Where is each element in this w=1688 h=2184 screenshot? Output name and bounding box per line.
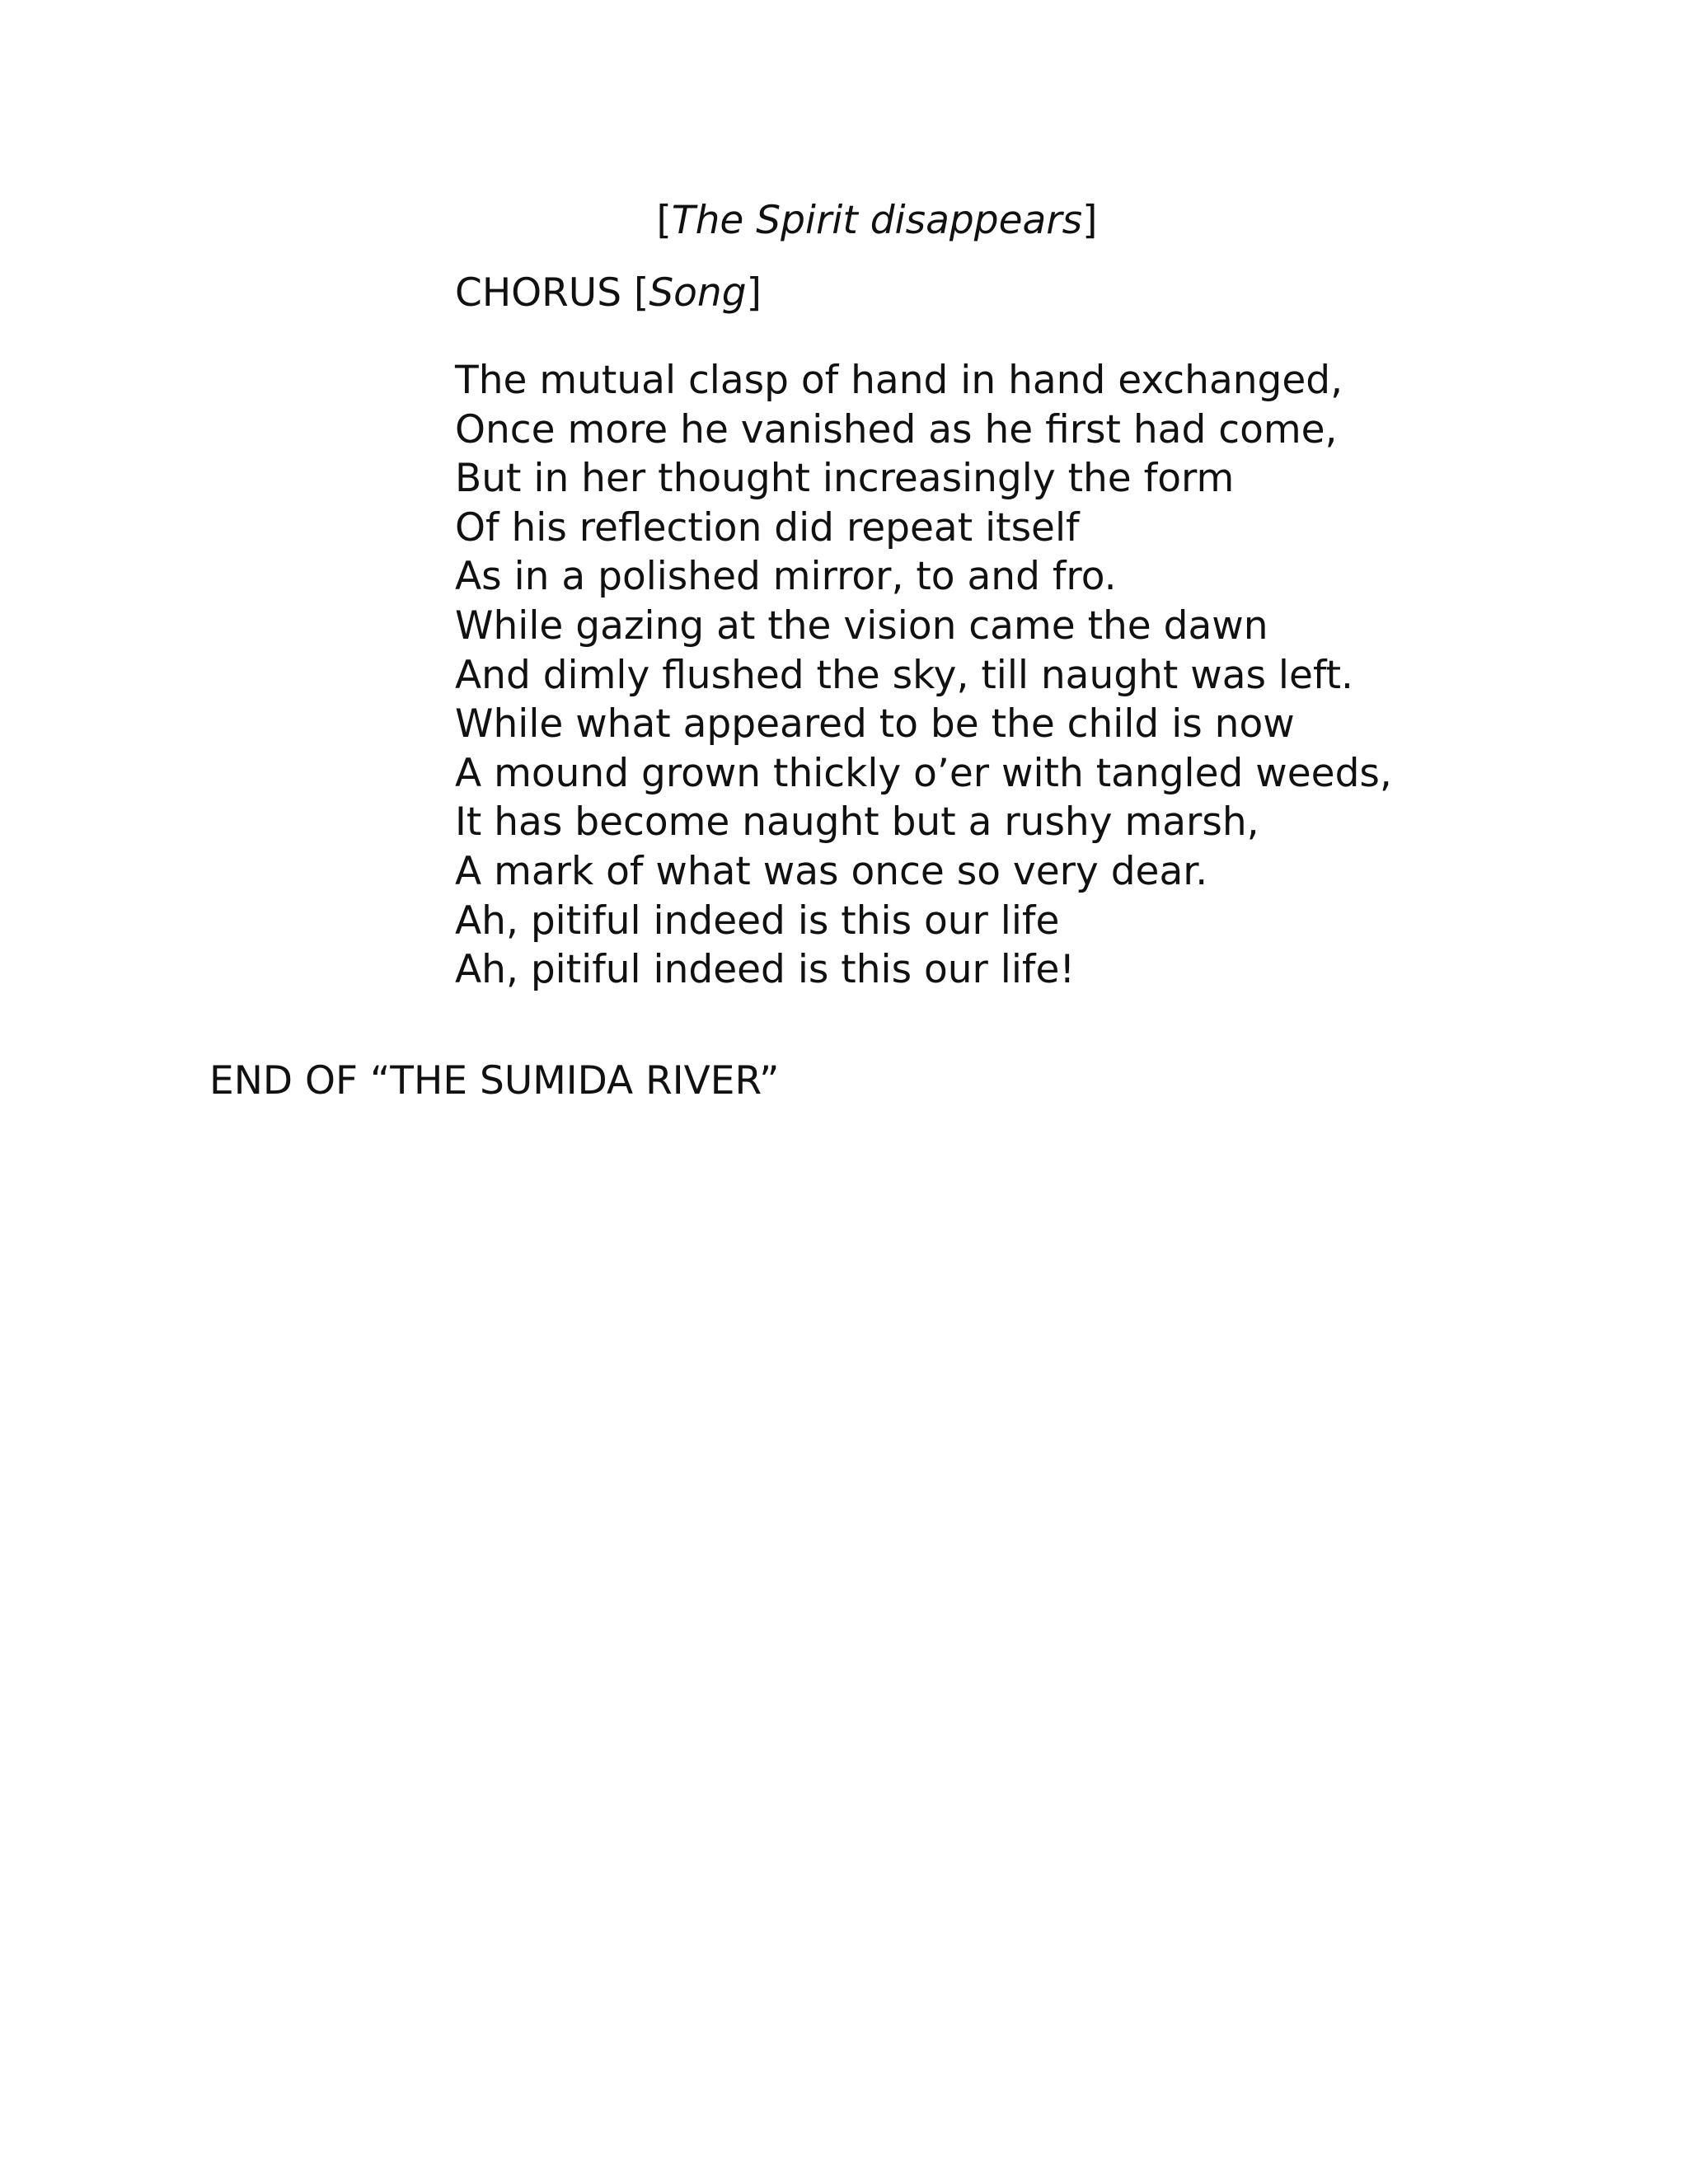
stage-direction-open-bracket: [ bbox=[656, 198, 672, 243]
verse-line: A mark of what was once so very dear. bbox=[455, 848, 1208, 894]
stage-direction-text: The Spirit disappears bbox=[671, 198, 1083, 243]
verse-line: Ah, pitiful indeed is this our life! bbox=[455, 947, 1076, 993]
verse-line: A mound grown thickly o’er with tangled weeds, bbox=[455, 750, 1392, 796]
speaker-heading bbox=[455, 269, 762, 318]
verse-line: While what appeared to be the child is now bbox=[455, 701, 1295, 748]
verse-line: And dimly flushed the sky, till naught was left. bbox=[455, 652, 1353, 698]
stage-direction-close-bracket: ] bbox=[1082, 198, 1098, 243]
verse-line: It has become naught but a rushy marsh, bbox=[455, 799, 1259, 846]
speaker-name: CHORUS bbox=[455, 270, 622, 316]
verse-line: As in a polished mirror, to and fro. bbox=[455, 554, 1117, 600]
verse-block bbox=[455, 356, 1392, 995]
verse-line: Ah, pitiful indeed is this our life bbox=[455, 898, 1060, 944]
speaker-close-bracket: ] bbox=[746, 270, 762, 316]
verse-line: But in her thought increasingly the form bbox=[455, 456, 1235, 502]
verse-line: Of his reflection did repeat itself bbox=[455, 504, 1080, 551]
verse-line: Once more he vanished as he first had come, bbox=[455, 406, 1338, 452]
speaker-mode: Song bbox=[649, 270, 747, 316]
verse-line: The mutual clasp of hand in hand exchanged, bbox=[455, 358, 1343, 403]
end-note: END OF “THE SUMIDA RIVER” bbox=[209, 1058, 780, 1104]
stage-direction bbox=[0, 196, 1688, 246]
speaker-open-bracket: [ bbox=[634, 270, 649, 316]
verse-line: While gazing at the vision came the dawn bbox=[455, 602, 1268, 649]
